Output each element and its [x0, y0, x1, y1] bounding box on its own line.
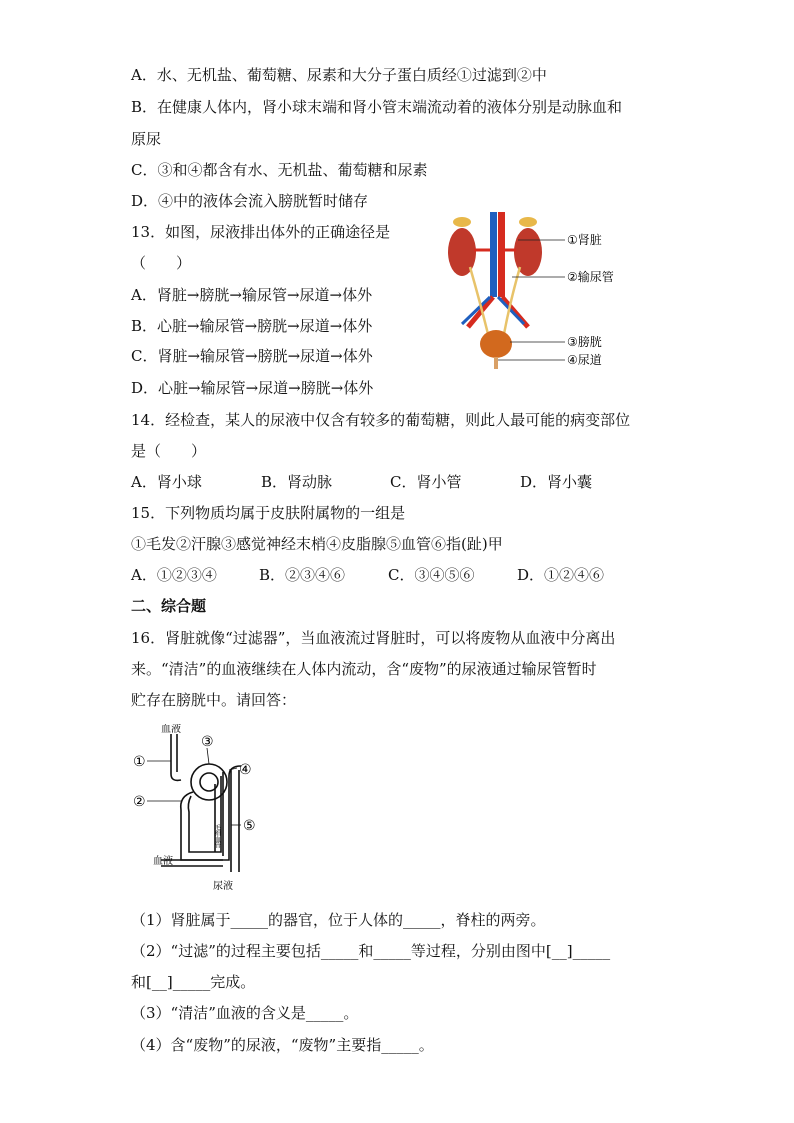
q12-option-a: A．水、无机盐、葡萄糖、尿素和大分子蛋白质经①过滤到②中: [131, 66, 547, 84]
q13-stem: 13．如图，尿液排出体外的正确途径是: [131, 223, 391, 241]
label-bladder: ③膀胱: [567, 335, 602, 349]
q15-option-c: C．③④⑤⑥: [388, 566, 475, 584]
q14-option-b: B．肾动脉: [261, 473, 333, 491]
q12-option-b-line1: B．在健康人体内，肾小球末端和肾小管末端流动着的液体分别是动脉血和: [131, 98, 623, 116]
q16-sub4: （4）含“废物”的尿液，“废物”主要指_____。: [131, 1036, 434, 1054]
q16-sub1: （1）肾脏属于_____的器官，位于人体的_____，脊柱的两旁。: [131, 911, 546, 929]
q16-stem-line2: 来。“清洁”的血液继续在人体内流动，含“废物”的尿液通过输尿管暂时: [131, 660, 597, 678]
marker-1: ①: [133, 754, 146, 770]
urine-label: 尿液: [213, 881, 233, 892]
urethra: [494, 357, 498, 369]
q16-stem-line3: 贮存在膀胱中。请回答：: [131, 691, 297, 709]
q14-option-d: D．肾小囊: [520, 473, 593, 491]
urinary-system-figure: [440, 212, 650, 372]
q15-option-d: D．①②④⑥: [517, 566, 605, 584]
q16-sub2-line1: （2）“过滤”的过程主要包括_____和_____等过程，分别由图中[__]_____: [131, 942, 611, 960]
q12-option-c: C．③和④都含有水、无机盐、葡萄糖和尿素: [131, 161, 428, 179]
nephron-diagram: [131, 724, 281, 894]
bladder: [480, 330, 512, 358]
q14-stem-line1: 14．经检查，某人的尿液中仅含有较多的葡萄糖，则此人最可能的病变部位: [131, 411, 631, 429]
marker-5: ⑤: [243, 818, 256, 834]
q13-paren: （ ）: [131, 254, 192, 272]
q13-option-d: D．心脏→输尿管→尿道→膀胱→体外: [131, 379, 374, 397]
marker-4: ④: [239, 762, 252, 778]
blood-in-label: 血液: [161, 724, 181, 735]
q13-option-a: A．肾脏→膀胱→输尿管→尿道→体外: [131, 286, 373, 304]
q14-option-a: A．肾小球: [131, 473, 202, 491]
label-ureter: ②输尿管: [567, 270, 614, 284]
collecting-duct: [231, 770, 239, 872]
q15-option-b: B．②③④⑥: [259, 566, 346, 584]
label-kidney: ①肾脏: [567, 233, 602, 247]
q14-option-c: C．肾小管: [390, 473, 462, 491]
q15-option-a: A．①②③④: [131, 566, 217, 584]
marker-3: ③: [201, 734, 214, 750]
blood-out-label: 血液: [153, 856, 173, 867]
q16-sub3: （3）“清洁”血液的含义是_____。: [131, 1004, 359, 1022]
q12-option-b-line2: 原尿: [131, 130, 162, 148]
q16-stem-line1: 16．肾脏就像“过滤器”，当血液流过肾脏时，可以将废物从血液中分离出: [131, 629, 616, 647]
marker-2: ②: [133, 794, 146, 810]
q15-stem: 15．下列物质均属于皮肤附属物的一组是: [131, 504, 406, 522]
q15-items: ①毛发②汗腺③感觉神经末梢④皮脂腺⑤血管⑥指(趾)甲: [131, 535, 503, 553]
q12-option-d: D．④中的液体会流入膀胱暂时储存: [131, 192, 369, 210]
vessel-text: 毛细血管: [213, 824, 221, 848]
q13-option-c: C．肾脏→输尿管→膀胱→尿道→体外: [131, 347, 373, 365]
q13-option-b: B．心脏→输尿管→膀胱→尿道→体外: [131, 317, 373, 335]
section-heading: 二、综合题: [131, 597, 207, 615]
q16-sub2-line2: 和[__]_____完成。: [131, 973, 256, 991]
q14-stem-line2: 是（ ）: [131, 442, 207, 460]
label-urethra: ④尿道: [567, 353, 602, 367]
